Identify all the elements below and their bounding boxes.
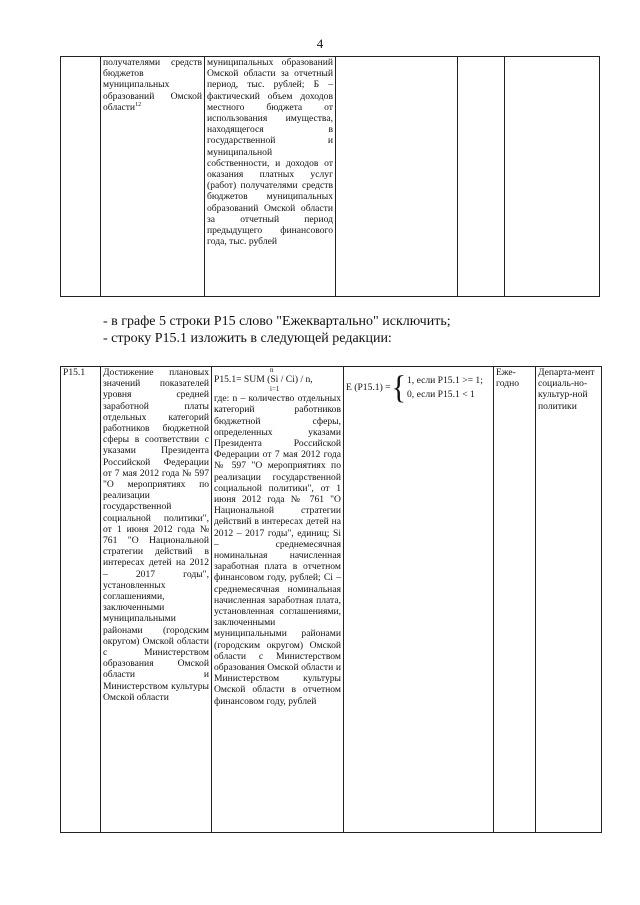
formula-lower-limit: i=1 bbox=[270, 385, 280, 394]
row-department-cell: Департа-мент социаль-но-культур-ной политики bbox=[536, 367, 602, 833]
evaluation-case-1: 1, если P15.1 >= 1; bbox=[407, 375, 483, 386]
row-frequency-cell: Еже-годно bbox=[494, 367, 536, 833]
formula-upper-limit: n bbox=[270, 366, 274, 374]
top-col3-cell: муниципальных образований Омской области за отчетный период, тыс. рублей; Б – фактический объем доходов местного бюджета от использования имущества, находящегося в государственной и муниципальной собственности, и доходов от оказания платных услуг (работ) получателями средств бюджетов муниципальных образований Омской области за отчетный период предыдущего финансового года, тыс. рублей bbox=[205, 57, 336, 297]
top-col6-cell bbox=[505, 57, 600, 297]
evaluation-formula bbox=[346, 367, 491, 406]
row-formula-cell bbox=[212, 367, 344, 833]
top-col5-cell bbox=[458, 57, 505, 297]
row-evaluation-cell bbox=[344, 367, 494, 833]
evaluation-label: E (P15.1) = bbox=[346, 382, 391, 394]
top-col2-cell: получателями средств бюджетов муниципальных образований Омской области$^{12}$ bbox=[101, 57, 205, 297]
brace-icon: { bbox=[391, 369, 406, 406]
row-p15-1-table bbox=[60, 366, 602, 833]
top-table-fragment bbox=[60, 56, 600, 297]
instruction-line-2: - строку P15.1 изложить в следующей редакции: bbox=[103, 331, 392, 346]
evaluation-case-2: 0, если P15.1 < 1 bbox=[407, 389, 475, 400]
top-col1-cell bbox=[61, 57, 101, 297]
row-code-cell: P15.1 bbox=[61, 367, 101, 833]
formula-text: P15.1= SUM (Si / Ci) / n, bbox=[214, 374, 313, 385]
row-name-cell: Достижение плановых значений показателей уровня средней заработной платы отдельных категорий работников бюджетной сферы в соответствии с указами Президента Российской Федерации от 7 мая 2012 года № 597 "О мероприятиях по реализации государственной социальной политики", от 1 июня 2012 года № 761 "О Национальной стратегии действий в интересах детей на 2012 – 2017 годы", установленных соглашениями, заключенными муниципальными районами (городским округом) Омской области с Министерством образования Омской области и Министерством культуры Омской области bbox=[101, 367, 212, 833]
instruction-line-1: - в графе 5 строки P15 слово "Ежеквартально" исключить; bbox=[103, 314, 451, 329]
top-col4-cell bbox=[336, 57, 458, 297]
page-number: 4 bbox=[316, 36, 324, 51]
formula-explanation: где: n – количество отдельных категорий работников бюджетной сферы, определенных указами Президента Российской Федерации от 7 мая 2012 года № 597 "О мероприятиях по реализации государственной социальной политики", от 1 июня 2012 года № 761 "О Национальной стратегии действий в интересах детей на 2012 – 2017 годы", единиц; Si – среднемесячная номинальная начисленная заработная плата в отчетном финансовом году, рублей; Ci – среднемесячная номинальная начисленная заработная плата, установленная соглашениями, заключенными муниципальными районами (городским округом) Омской области с Министерством образования Омской области и Министерством культуры Омской области в отчетном финансовом году, рублей bbox=[214, 393, 341, 707]
